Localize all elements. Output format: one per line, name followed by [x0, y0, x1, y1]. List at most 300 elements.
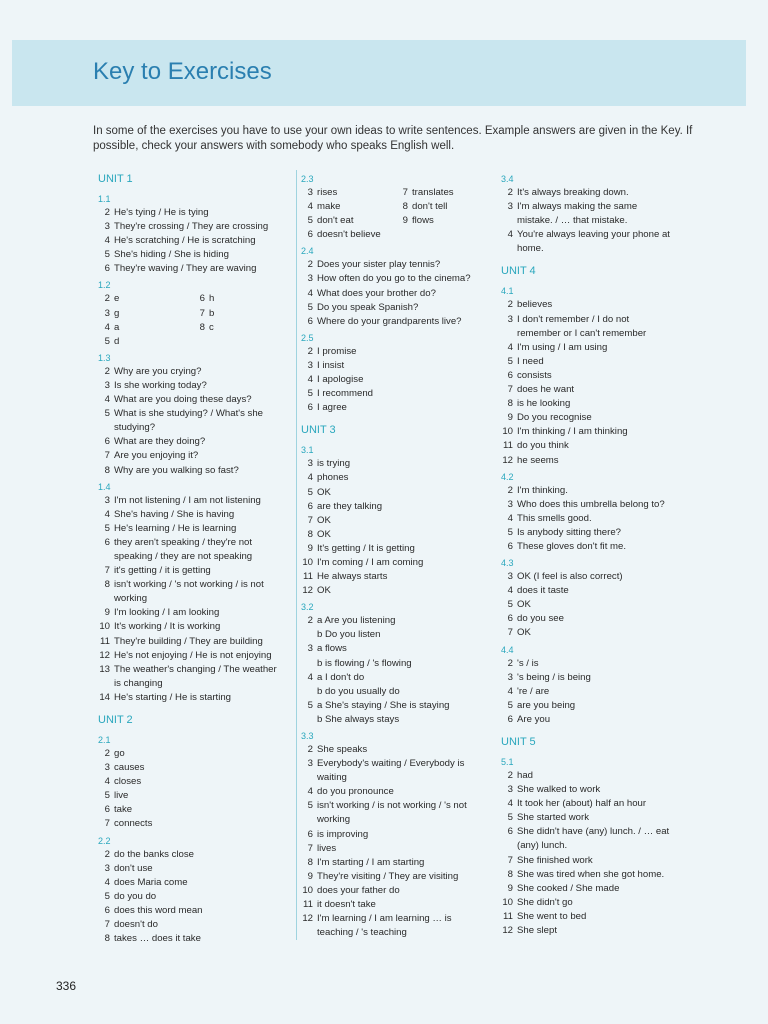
- answer-number: 7: [402, 187, 408, 198]
- answer-text: does it taste: [517, 585, 569, 597]
- answer-list: [297, 743, 487, 940]
- answer-number: 3: [307, 758, 313, 770]
- answer-number: 5: [307, 388, 313, 400]
- answer-number: 7: [307, 514, 313, 526]
- answer-number: 3: [104, 221, 110, 233]
- answer-text: What are you doing these days?: [114, 394, 252, 406]
- answer-number: [297, 657, 313, 671]
- answer-number: 10: [302, 884, 313, 896]
- answer-number: 2: [507, 657, 513, 669]
- answer-number: 8: [104, 464, 110, 476]
- answer-text: believes: [517, 299, 553, 311]
- answer-number: 5: [104, 408, 110, 420]
- answer-item: [94, 407, 279, 435]
- answer-text: do you think: [517, 440, 569, 452]
- answer-text: OK: [317, 486, 331, 498]
- answer-item: [297, 258, 487, 272]
- answer-text: I don't remember / I do not remember or I can't remember: [517, 313, 647, 339]
- answer-number: 6: [307, 402, 313, 414]
- answer-item: [297, 457, 487, 471]
- answer-list: [94, 206, 279, 276]
- answer-item: [497, 512, 672, 526]
- answer-item: [497, 397, 672, 411]
- answer-item: [297, 570, 487, 584]
- answer-number: 6: [307, 229, 313, 241]
- answer-item: [497, 341, 672, 355]
- answer-text: don't tell: [412, 201, 448, 213]
- answer-text: He always starts: [317, 571, 388, 583]
- answer-text: She went to bed: [517, 910, 587, 922]
- intro-text: In some of the exercises you have to use your own ideas to write sentences. Example answers are given in the Key. If possible, check your answers with somebody who speaks English well.: [93, 125, 693, 152]
- answer-text: What are they doing?: [114, 436, 206, 448]
- answer-item: [297, 486, 487, 500]
- answer-item: [497, 783, 672, 797]
- answer-number: 11: [503, 910, 513, 922]
- answer-item: [297, 657, 487, 671]
- answer-item: [94, 321, 189, 335]
- answer-text: are you being: [517, 699, 576, 711]
- answer-text: I'm coming / I am coming: [317, 556, 424, 568]
- section-heading: 1.4: [98, 481, 111, 492]
- section-heading: 3.3: [301, 731, 314, 741]
- answer-item: [94, 848, 279, 862]
- answer-list: [297, 345, 487, 415]
- answer-number: 5: [507, 355, 513, 367]
- answer-item: [94, 789, 279, 803]
- answer-number: 3: [307, 458, 313, 470]
- answer-text: take: [114, 804, 133, 816]
- answer-text: OK: [317, 514, 331, 526]
- answer-text: I agree: [317, 402, 347, 414]
- unit-heading: UNIT 2: [98, 714, 133, 726]
- answer-item: [297, 870, 487, 884]
- answer-item: [497, 454, 672, 468]
- answer-item: [94, 292, 189, 306]
- answer-pair-row: [297, 214, 487, 228]
- answer-item: [497, 313, 672, 341]
- answer-text: Why are you crying?: [114, 365, 202, 377]
- answer-item: [392, 200, 447, 214]
- answer-list: [497, 186, 672, 256]
- answer-item: [497, 896, 672, 910]
- answer-number: 3: [104, 862, 110, 874]
- answer-number: 2: [307, 615, 313, 627]
- answer-item: [94, 620, 279, 634]
- answer-number: 4: [507, 512, 513, 524]
- answer-text: closes: [114, 776, 142, 788]
- answer-number: 9: [507, 412, 513, 424]
- answer-text: 's / is: [517, 657, 539, 669]
- answer-text: He's starting / He is starting: [114, 691, 231, 703]
- answer-text: a I don't do: [317, 671, 365, 683]
- answer-text: Who does this umbrella belong to?: [517, 498, 665, 510]
- answer-number: 9: [307, 870, 313, 882]
- answer-text: It's working / It is working: [114, 621, 221, 633]
- answer-text: They're visiting / They are visiting: [317, 870, 459, 882]
- answer-number: 4: [507, 229, 513, 241]
- answer-number: 5: [507, 699, 513, 711]
- answer-text: They're waving / They are waving: [114, 263, 257, 275]
- answer-text: She started work: [517, 812, 589, 824]
- answer-text: She cooked / She made: [517, 882, 620, 894]
- section-heading: 3.1: [301, 445, 314, 456]
- answer-number: 5: [104, 335, 110, 347]
- answer-pair-row: [297, 228, 487, 242]
- answer-number: 4: [507, 798, 513, 810]
- answer-item: [94, 464, 279, 478]
- answer-text: I insist: [317, 359, 345, 371]
- answer-text: does he want: [517, 384, 575, 396]
- answer-text: a She's staying / She is staying: [317, 699, 450, 711]
- answer-pair-row: [94, 335, 279, 349]
- answer-item: [497, 383, 672, 397]
- answer-number: 2: [507, 770, 513, 781]
- section-heading: 3.2: [301, 602, 314, 613]
- answer-pairs: [297, 186, 487, 242]
- answer-number: 10: [99, 621, 110, 633]
- unit-heading: UNIT 4: [501, 265, 536, 278]
- answer-text: I'm starting / I am starting: [317, 856, 425, 868]
- answer-number: 2: [307, 259, 313, 271]
- answer-number: 8: [104, 579, 110, 591]
- unit-heading: UNIT 1: [98, 173, 133, 185]
- answer-item: [497, 882, 672, 896]
- answer-item: [94, 508, 279, 522]
- answer-number: 4: [307, 786, 313, 798]
- answer-item: [297, 799, 487, 827]
- answer-item: [297, 912, 487, 940]
- answer-number: 3: [104, 379, 110, 391]
- answer-item: [94, 862, 279, 876]
- answer-item: [94, 918, 279, 932]
- answer-item: [297, 642, 487, 656]
- answer-text: consists: [517, 369, 552, 381]
- answer-text: The weather's changing / The weather is changing: [114, 663, 277, 689]
- answer-item: [189, 307, 214, 321]
- answer-item: [94, 335, 189, 349]
- answer-number: 5: [307, 800, 313, 812]
- answer-number: 7: [507, 384, 513, 396]
- answer-item: [94, 876, 279, 890]
- answer-item: [497, 355, 672, 369]
- answer-text: Do you speak Spanish?: [317, 301, 419, 313]
- answer-item: [94, 761, 279, 775]
- answer-number: 6: [307, 500, 313, 512]
- answer-item: [94, 522, 279, 536]
- section-heading: 3.4: [501, 174, 514, 184]
- answer-text: does Maria come: [114, 876, 188, 888]
- answer-item: [297, 614, 487, 628]
- answer-number: 3: [307, 187, 313, 198]
- answer-item: [297, 528, 487, 542]
- answer-text: He's not enjoying / He is not enjoying: [114, 649, 272, 661]
- answer-text: a: [114, 321, 120, 333]
- answer-text: I'm thinking.: [517, 484, 568, 496]
- answer-text: She finished work: [517, 854, 593, 866]
- answer-item: [94, 817, 279, 831]
- answer-list: [94, 494, 279, 705]
- answer-text: She slept: [517, 925, 558, 937]
- section-heading: 5.1: [501, 757, 514, 767]
- answer-number: 7: [104, 450, 110, 462]
- answer-number: 11: [100, 635, 110, 647]
- answer-item: [297, 685, 487, 699]
- answer-number: 4: [307, 201, 313, 213]
- answer-text: I'm thinking / I am thinking: [517, 426, 628, 438]
- answer-number: 6: [104, 436, 110, 448]
- answer-number: 6: [507, 826, 513, 838]
- answer-number: 5: [507, 812, 513, 824]
- answer-text: is he looking: [517, 398, 571, 410]
- answer-item: [297, 228, 392, 242]
- answer-text: isn't working / is not working / 's not working: [317, 800, 467, 826]
- answer-item: [497, 868, 672, 882]
- answer-item: [497, 598, 672, 612]
- answer-pair-row: [94, 321, 279, 335]
- answer-text: I apologise: [317, 374, 364, 386]
- answer-number: 4: [307, 287, 313, 299]
- answer-text: Does your sister play tennis?: [317, 259, 441, 271]
- answer-item: [497, 369, 672, 383]
- answer-number: 9: [307, 542, 313, 554]
- answer-item: [297, 828, 487, 842]
- answer-number: 6: [104, 904, 110, 916]
- answer-number: 9: [507, 882, 513, 894]
- answer-item: [94, 206, 279, 220]
- answer-number: 10: [502, 426, 513, 438]
- answer-number: 3: [307, 273, 313, 285]
- answer-item: [497, 797, 672, 811]
- answer-item: [94, 220, 279, 234]
- answer-text: don't use: [114, 862, 153, 874]
- answer-number: [392, 228, 408, 242]
- answer-item: [189, 292, 214, 306]
- answer-item: [297, 757, 487, 785]
- answer-number: 6: [104, 804, 110, 816]
- answer-item: [94, 494, 279, 508]
- answer-item: [297, 272, 487, 286]
- answer-number: 12: [502, 454, 513, 466]
- answer-number: 4: [307, 472, 313, 484]
- answer-item: [94, 379, 279, 393]
- answer-text: Is anybody sitting there?: [517, 526, 621, 538]
- answer-number: 8: [402, 201, 408, 213]
- answer-item: [297, 200, 392, 214]
- answer-item: [297, 471, 487, 485]
- answer-text: they aren't speaking / they're not speaking / they are not speaking: [114, 536, 253, 562]
- answer-list: [497, 484, 672, 554]
- answer-text: It's getting / It is getting: [317, 542, 415, 554]
- answer-item: [94, 449, 279, 463]
- answer-item: [297, 856, 487, 870]
- answer-text: Why are you walking so fast?: [114, 464, 239, 476]
- answer-item: [497, 626, 672, 640]
- answer-text: Do you recognise: [517, 412, 592, 424]
- answer-number: [297, 713, 313, 727]
- answer-item: [94, 307, 189, 321]
- answer-item: [297, 401, 487, 415]
- section-heading: 4.2: [501, 471, 514, 482]
- answer-list: [297, 457, 487, 598]
- answer-number: 5: [104, 522, 110, 534]
- answer-text: 're / are: [517, 685, 550, 697]
- answer-text: he seems: [517, 454, 559, 466]
- answer-text: b Do you listen: [317, 629, 381, 641]
- answer-item: [94, 234, 279, 248]
- answer-item: [497, 854, 672, 868]
- answer-item: [497, 425, 672, 439]
- answer-item: [297, 898, 487, 912]
- answer-item: [497, 657, 672, 671]
- answer-number: 11: [303, 571, 313, 583]
- answer-text: do you see: [517, 613, 564, 625]
- answer-text: a flows: [317, 643, 347, 655]
- section-heading: 1.1: [98, 194, 111, 204]
- answer-item: [297, 884, 487, 898]
- answer-item: [94, 262, 279, 276]
- answer-text: She speaks: [317, 744, 368, 755]
- answer-item: [94, 365, 279, 379]
- answer-text: had: [517, 770, 534, 781]
- answer-number: 4: [507, 341, 513, 353]
- answer-item: [497, 685, 672, 699]
- answer-text: She was tired when she got home.: [517, 868, 665, 880]
- answer-item: [94, 248, 279, 262]
- answer-item: [497, 671, 672, 685]
- answer-text: I'm learning / I am learning … is teaching / 's teaching: [317, 913, 452, 939]
- answer-number: 2: [307, 744, 313, 755]
- answer-item: [94, 775, 279, 789]
- answer-text: OK: [517, 627, 531, 639]
- answer-item: [94, 803, 279, 817]
- answer-item: [497, 200, 672, 228]
- answer-item: [392, 228, 412, 242]
- answer-text: He's tying / He is tying: [114, 207, 209, 218]
- answer-text: go: [114, 748, 125, 759]
- section-heading: 1.3: [98, 352, 111, 363]
- answer-text: I need: [517, 355, 544, 367]
- answer-item: [297, 387, 487, 401]
- answer-text: I'm looking / I am looking: [114, 607, 220, 619]
- answer-number: 9: [104, 607, 110, 619]
- answer-item: [497, 411, 672, 425]
- answer-number: 7: [104, 565, 110, 577]
- answer-item: [94, 564, 279, 578]
- answer-number: [189, 335, 205, 349]
- answer-text: What is she studying? / What's she studying?: [114, 408, 264, 434]
- answer-item: [297, 785, 487, 799]
- answer-text: He's learning / He is learning: [114, 522, 237, 534]
- answer-pair-row: [297, 200, 487, 214]
- answer-number: 4: [104, 321, 110, 333]
- answer-item: [297, 713, 487, 727]
- answer-item: [497, 584, 672, 598]
- answer-number: 10: [302, 556, 313, 568]
- answer-text: She walked to work: [517, 784, 601, 796]
- answer-number: 5: [307, 215, 313, 227]
- answer-item: [297, 542, 487, 556]
- answer-text: I'm not listening / I am not listening: [114, 494, 261, 506]
- answer-text: Is she working today?: [114, 379, 207, 391]
- answer-item: [94, 606, 279, 620]
- answer-item: [94, 578, 279, 606]
- answer-item: [94, 393, 279, 407]
- answer-item: [297, 842, 487, 856]
- answer-pair-row: [297, 186, 487, 200]
- answer-item: [297, 287, 487, 301]
- answer-text: OK: [317, 585, 331, 597]
- answer-list: [94, 848, 279, 947]
- answer-item: [297, 671, 487, 685]
- section-heading: 2.2: [98, 835, 111, 846]
- column-1: [94, 170, 279, 946]
- answer-text: translates: [412, 187, 454, 198]
- answer-text: Are you enjoying it?: [114, 450, 199, 462]
- answer-number: 3: [307, 359, 313, 371]
- answer-number: 6: [307, 315, 313, 327]
- answer-number: 2: [507, 299, 513, 311]
- answer-number: 13: [99, 663, 110, 675]
- answer-number: 5: [507, 599, 513, 611]
- answer-number: 6: [507, 613, 513, 625]
- answer-item: [297, 556, 487, 570]
- answer-number: 3: [507, 313, 513, 325]
- answer-number: 12: [302, 585, 313, 597]
- answer-item: [497, 910, 672, 924]
- answer-number: 6: [307, 828, 313, 840]
- answer-item: [392, 214, 434, 228]
- answer-number: 2: [307, 345, 313, 357]
- answer-item: [297, 345, 487, 359]
- answer-item: [497, 298, 672, 312]
- answer-item: [297, 359, 487, 373]
- answer-item: [392, 186, 454, 200]
- answer-pair-row: [94, 292, 279, 306]
- answer-number: 7: [199, 307, 205, 319]
- answer-item: [497, 540, 672, 554]
- answer-text: They're building / They are building: [114, 635, 263, 647]
- unit-heading: UNIT 3: [301, 424, 336, 437]
- answer-number: 9: [402, 215, 408, 227]
- answer-text: do you pronounce: [317, 786, 394, 798]
- answer-number: 2: [104, 207, 110, 218]
- answer-text: These gloves don't fit me.: [517, 540, 627, 552]
- answer-item: [94, 635, 279, 649]
- answer-text: does your father do: [317, 884, 400, 896]
- section-heading: 2.1: [98, 735, 111, 745]
- answer-text: She didn't have (any) lunch. / … eat (any) lunch.: [517, 826, 670, 852]
- answer-item: [94, 663, 279, 691]
- answer-item: [497, 498, 672, 512]
- answer-text: live: [114, 790, 129, 802]
- answer-list: [497, 298, 672, 467]
- answer-number: 7: [104, 818, 110, 830]
- answer-text: b: [209, 307, 215, 319]
- answer-text: causes: [114, 762, 145, 774]
- answer-text: e: [114, 293, 120, 305]
- answer-item: [94, 747, 279, 761]
- answer-text: You're always leaving your phone at home.: [517, 229, 670, 255]
- answer-item: [297, 628, 487, 642]
- answer-text: b She always stays: [317, 713, 400, 725]
- answer-text: does this word mean: [114, 904, 203, 916]
- answer-number: 11: [503, 440, 513, 452]
- answer-item: [94, 932, 279, 946]
- answer-item: [94, 649, 279, 663]
- answer-text: What does your brother do?: [317, 287, 436, 299]
- answer-number: 7: [104, 919, 110, 931]
- answer-text: This smells good.: [517, 512, 592, 524]
